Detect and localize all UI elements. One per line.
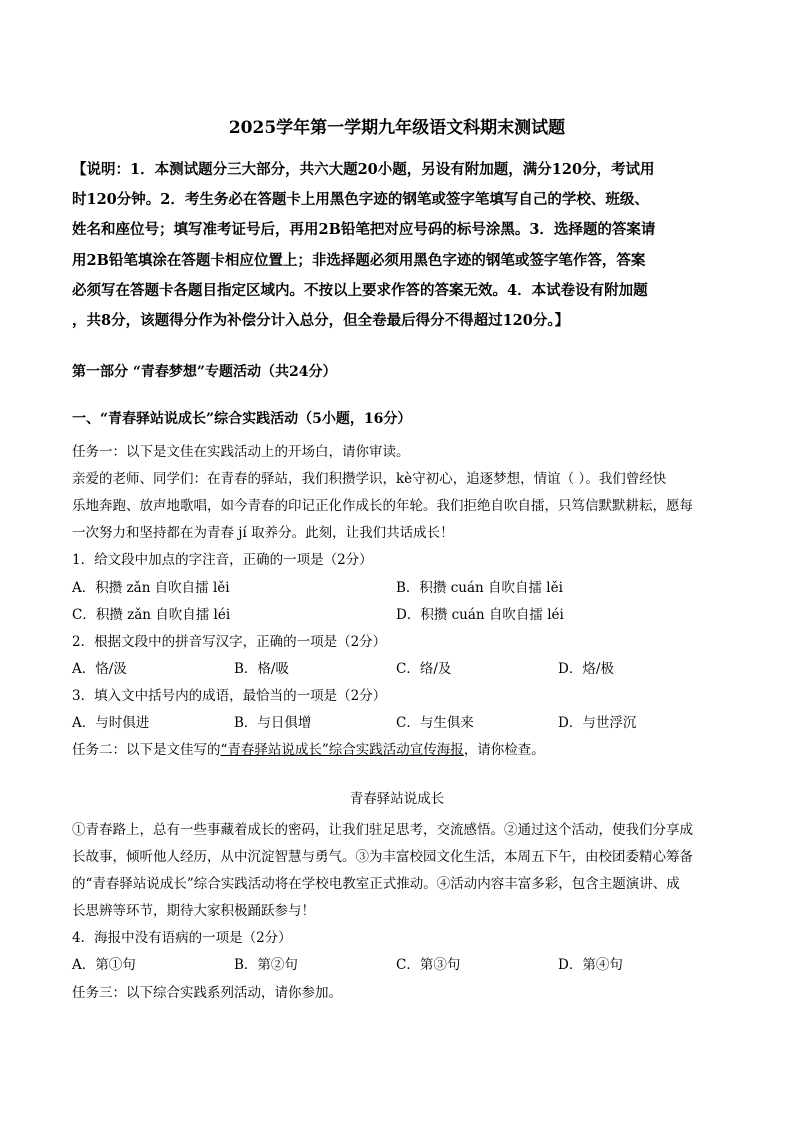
passage-line-2: 乐地奔跑、放声地歌唱，如今青春的印记正化作成长的年轮。我们拒绝自吹自擂，只笃信默默耕耘，愿每 [72, 498, 693, 514]
intro-line-6: ，共8分，该题得分作为补偿分计入总分，但全卷最后得分不得超过120分。】 [72, 312, 570, 329]
q2-option-b: B．格/吸 [234, 661, 289, 677]
q1-option-c: C．积攒 zǎn 自吹自擂 léi [72, 607, 231, 623]
intro-line-3: 姓名和座位号；填写准考证号后，再用2B铅笔把对应号码的标号涂黑。3．选择题的答案请 [72, 221, 656, 238]
q4-option-b: B．第②句 [234, 957, 298, 973]
poster-title: 青春驿站说成长 [349, 791, 445, 807]
poster-line-3: 的“青春驿站说成长”综合实践活动将在学校电教室正式推动。④活动内容丰富多彩，包含主题演讲、成 [72, 876, 680, 892]
q1-option-d: D．积攒 cuán 自吹自擂 léi [396, 607, 564, 623]
task2-prefix: 任务二：以下是文佳写的 [72, 742, 221, 758]
q3-option-a: A．与时俱进 [72, 715, 150, 731]
q2-option-c: C．络/及 [396, 661, 452, 677]
q4-option-a: A．第①句 [72, 957, 136, 973]
part1-heading: 第一部分 “青春梦想”专题活动（共24分） [72, 364, 337, 380]
q1-option-a: A．积攒 zǎn 自吹自擂 lěi [72, 580, 230, 596]
intro-line-4: 用2B铅笔填涂在答题卡相应位置上；非选择题必须用黑色字迹的钢笔或签字笔作答，答案 [72, 252, 646, 269]
q4-option-d: D．第④句 [558, 957, 623, 973]
task1-text: 任务一：以下是文佳在实践活动上的开场白，请你审读。 [72, 444, 410, 460]
q3-option-d: D．与世浮沉 [558, 715, 637, 731]
poster-line-2: 长故事，倾听他人经历，从中沉淀智慧与勇气。③为丰富校园文化生活，本周五下午，由校团委精心筹备 [72, 849, 693, 865]
q3-option-c: C．与生俱来 [396, 715, 474, 731]
passage-line-1: 亲爱的老师、同学们：在青春的驿站，我们积攒学识，kè守初心，追逐梦想，情谊（ ）。我们曾经快 [72, 471, 667, 487]
intro-line-2: 时120分钟。2．考生务必在答题卡上用黑色字迹的钢笔或签字笔填写自己的学校、班级、 [72, 191, 649, 208]
q2-option-d: D．烙/极 [558, 661, 614, 677]
passage-line-3: 一次努力和坚持都在为青春 jí 取养分。此刻，让我们共话成长！ [72, 525, 454, 541]
q2-option-a: A．恪/汲 [72, 661, 127, 677]
task2-underlined-title: “青春驿站说成长”综合实践活动宣传海报 [220, 742, 464, 758]
question-4: 4．海报中没有语病的一项是（2分） [72, 930, 292, 946]
question-3: 3．填入文中括号内的成语，最恰当的一项是（2分） [72, 688, 387, 704]
task2-suffix: ，请你检查。 [463, 742, 545, 758]
task3-text: 任务三：以下综合实践系列活动，请你参加。 [72, 985, 342, 1001]
intro-line-5: 必须写在答题卡各题目指定区域内。不按以上要求作答的答案无效。4．本试卷设有附加题 [72, 282, 648, 299]
intro-line-1: 【说明：1．本测试题分三大部分，共六大题20小题，另设有附加题，满分120分，考试用 [72, 161, 655, 178]
task2-text [72, 738, 545, 758]
exam-title: 2025学年第一学期九年级语文科期末测试题 [228, 118, 566, 138]
question-2: 2．根据文段中的拼音写汉字，正确的一项是（2分） [72, 634, 387, 650]
poster-line-4: 长思辨等环节，期待大家积极踊跃参与！ [72, 903, 315, 919]
q4-option-c: C．第③句 [396, 957, 461, 973]
section1-heading: 一、“青春驿站说成长”综合实践活动（5小题，16分） [72, 411, 412, 427]
q3-option-b: B．与日俱增 [234, 715, 312, 731]
q1-option-b: B．积攒 cuán 自吹自擂 lěi [396, 580, 563, 596]
question-1: 1．给文段中加点的字注音，正确的一项是（2分） [72, 552, 373, 568]
poster-line-1: ①青春路上，总有一些事藏着成长的密码，让我们驻足思考，交流感悟。②通过这个活动，使我们分享成 [72, 822, 693, 838]
